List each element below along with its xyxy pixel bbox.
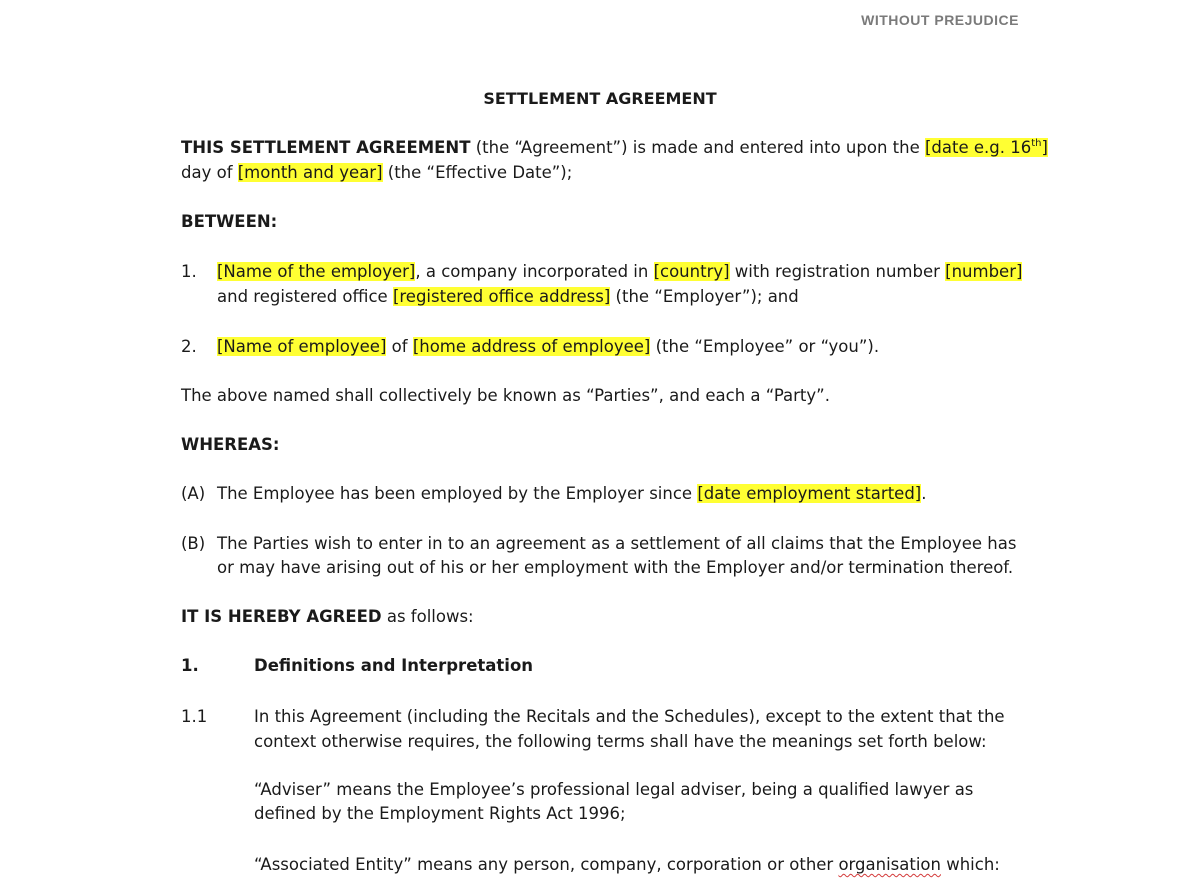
recital-a-line — [217, 481, 926, 506]
employer-name-field[interactable]: [Name of the employer] — [217, 262, 416, 281]
party-1-text-2: with registration number — [729, 262, 946, 281]
recital-a-text-1: The Employee has been employed by the Employer since — [217, 484, 698, 503]
collective-definition: The above named shall collectively be known as “Parties”, and each a “Party”. — [181, 386, 830, 405]
agreed-rest: as follows: — [381, 607, 474, 626]
associated-entity-text-2: which: — [940, 855, 1000, 874]
intro-text-1: (the “Agreement”) is made and entered into upon the — [470, 138, 925, 157]
between-heading — [181, 209, 277, 234]
country-field[interactable]: [country] — [653, 262, 730, 281]
home-address-field[interactable]: [home address of employee] — [412, 337, 651, 356]
recital-b-line-2: or may have arising out of his or her employment with the Employer and/or termination thereof. — [217, 558, 1014, 577]
recital-a-label: (A) — [181, 484, 206, 503]
party-1-text-3: and registered office — [217, 287, 393, 306]
agreed-bold: IT IS HEREBY AGREED — [181, 607, 382, 626]
intro-text-2: day of — [181, 163, 238, 182]
recital-a-text-2: . — [921, 484, 927, 503]
clause-1-1-line-2: context otherwise requires, the following terms shall have the meanings set forth below: — [254, 732, 987, 751]
clause-1-1-line-1: In this Agreement (including the Recitals and the Schedules), except to the extent that the — [254, 707, 1005, 726]
between-heading-text: BETWEEN: — [181, 212, 278, 231]
agreed-line — [181, 604, 474, 629]
registration-number-field[interactable]: [number] — [945, 262, 1023, 281]
intro-line-1 — [181, 135, 1048, 160]
section-1-title — [254, 653, 533, 678]
month-year-field[interactable]: [month and year] — [237, 163, 383, 182]
intro-text-3: (the “Effective Date”); — [382, 163, 573, 182]
document-title: SETTLEMENT AGREEMENT — [483, 89, 717, 108]
registered-office-field[interactable]: [registered office address] — [392, 287, 611, 306]
party-2-text-2: (the “Employee” or “you”). — [650, 337, 880, 356]
intro-line-2 — [181, 160, 572, 185]
spellcheck-flagged-word[interactable]: organisation — [838, 855, 941, 874]
section-1-title-text: Definitions and Interpretation — [254, 656, 534, 675]
party-1-line-1 — [217, 259, 1022, 284]
whereas-heading — [181, 432, 280, 457]
whereas-heading-text: WHEREAS: — [181, 435, 280, 454]
intro-bold-lead: THIS SETTLEMENT AGREEMENT — [181, 138, 471, 157]
associated-entity-definition — [254, 852, 1000, 877]
adviser-definition-line-2: defined by the Employment Rights Act 1996; — [254, 804, 626, 823]
recital-b-label: (B) — [181, 534, 206, 553]
adviser-definition-line-1: “Adviser” means the Employee’s professional legal adviser, being a qualified lawyer as — [254, 780, 974, 799]
date-field-sup: th — [1031, 138, 1042, 149]
party-2-line — [217, 334, 879, 359]
party-1-text-4: (the “Employer”); and — [610, 287, 799, 306]
section-1-number — [181, 653, 199, 678]
recital-b-line-1: The Parties wish to enter in to an agreement as a settlement of all claims that the Employee has — [217, 534, 1017, 553]
party-2-number: 2. — [181, 337, 197, 356]
party-2-text-1: of — [386, 337, 413, 356]
section-1-number-text: 1. — [181, 656, 199, 675]
date-field-close: ] — [1041, 138, 1048, 157]
party-1-text-1: , a company incorporated in — [415, 262, 654, 281]
without-prejudice-mark: WITHOUT PREJUDICE — [861, 12, 1019, 28]
date-field-text: [date e.g. 16 — [924, 138, 1032, 157]
date-field[interactable] — [925, 138, 1048, 157]
party-1-line-2 — [217, 284, 799, 309]
party-1-number: 1. — [181, 262, 197, 281]
associated-entity-text-1: “Associated Entity” means any person, company, corporation or other — [254, 855, 839, 874]
clause-1-1-number: 1.1 — [181, 707, 208, 726]
employment-start-date-field[interactable]: [date employment started] — [697, 484, 922, 503]
employee-name-field[interactable]: [Name of employee] — [217, 337, 387, 356]
